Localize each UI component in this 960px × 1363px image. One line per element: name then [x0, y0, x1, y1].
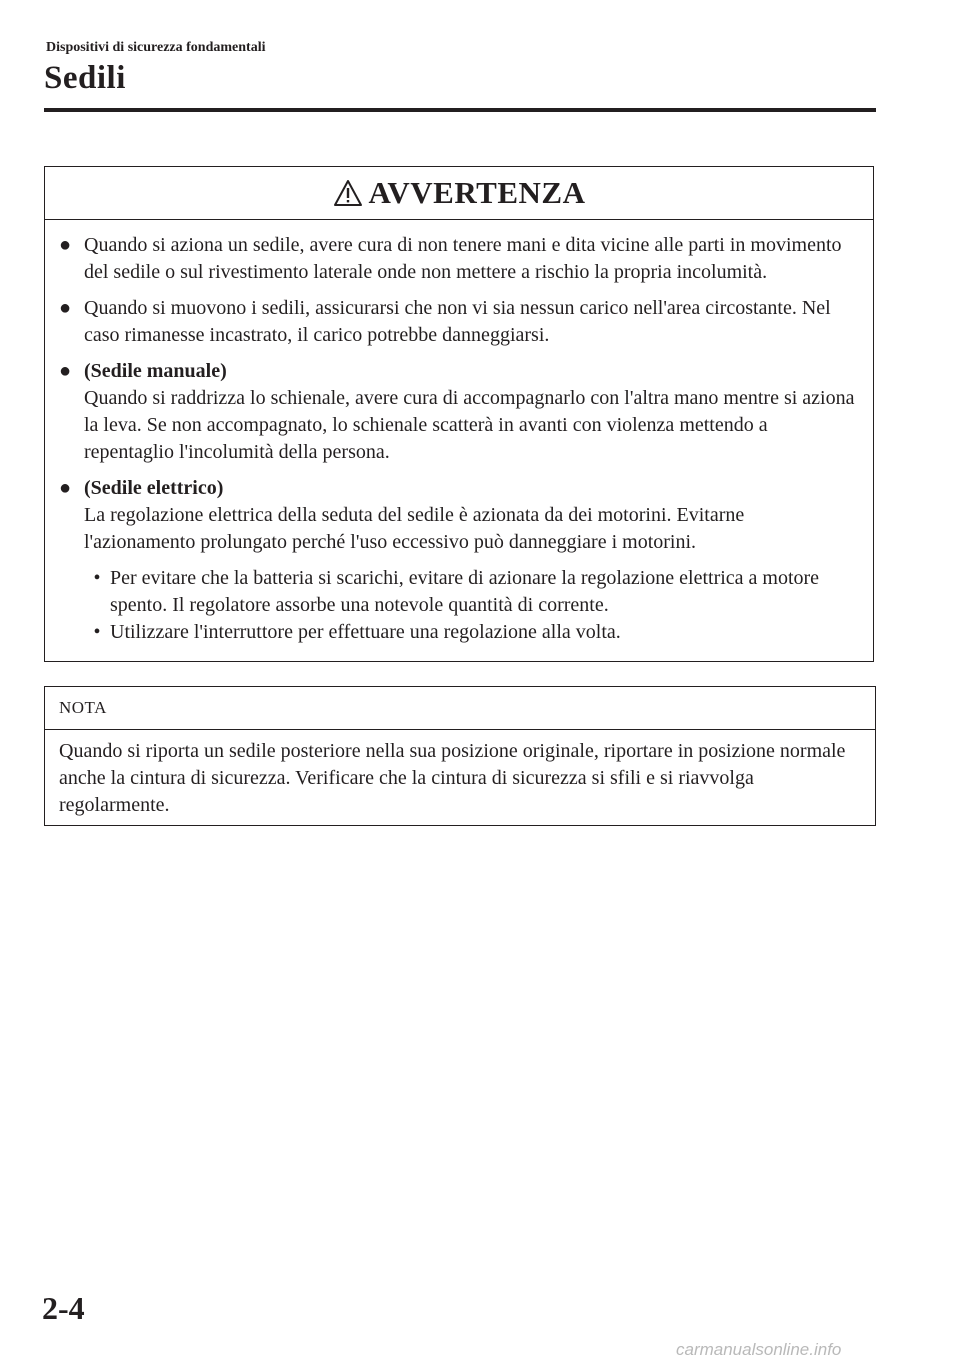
page-number: 2-4	[42, 1290, 85, 1326]
note-box	[44, 686, 876, 826]
warning-item-text: Quando si raddrizza lo schienale, avere cura di accompagnarlo con l'altra mano mentre si aziona la leva. Se non accompagnato, lo schienale scatterà in avanti con violenza mettendo a repentaglio l'incolumità della persona.	[84, 387, 855, 463]
warning-item-heading: (Sedile manuale)	[84, 360, 227, 382]
warning-subitem-text: Utilizzare l'interruttore per effettuare una regolazione alla volta.	[110, 621, 621, 643]
warning-subitem	[84, 565, 855, 619]
small-bullet-icon: •	[93, 567, 101, 589]
bullet-icon: ●	[59, 234, 72, 256]
warning-item	[59, 358, 855, 466]
warning-item-heading: (Sedile elettrico)	[84, 477, 224, 499]
warning-item-content	[84, 358, 855, 466]
watermark: carmanualsonline.info	[676, 1340, 842, 1359]
title-rule	[44, 108, 876, 112]
section-label: Dispositivi di sicurezza fondamentali	[46, 40, 266, 55]
note-header: NOTA	[45, 687, 875, 730]
warning-header	[45, 167, 873, 220]
warning-item-text: Quando si aziona un sedile, avere cura di non tenere mani e dita vicine alle parti in movimento del sedile o sul rivestimento laterale onde non mettere a rischio la propria incolumità.	[84, 234, 842, 283]
bullet-icon: ●	[59, 360, 72, 382]
warning-item-text: La regolazione elettrica della seduta del sedile è azionata da dei motorini. Evitarne l'azionamento prolungato perché l'uso eccessivo può danneggiare i motorini.	[84, 504, 745, 553]
warning-subitem-text: Per evitare che la batteria si scarichi, evitare di azionare la regolazione elettrica a motore spento. Il regolatore assorbe una notevole quantità di corrente.	[110, 567, 820, 616]
warning-item	[59, 232, 855, 286]
warning-subitem	[84, 619, 855, 646]
bullet-icon: ●	[59, 477, 72, 499]
warning-box	[44, 166, 874, 662]
warning-title: AVVERTENZA	[368, 175, 586, 210]
warning-item-content	[84, 475, 855, 556]
small-bullet-icon: •	[93, 621, 101, 643]
bullet-icon: ●	[59, 297, 72, 319]
page-title: Sedili	[44, 60, 126, 96]
warning-item	[59, 295, 855, 349]
warning-subitems	[59, 565, 855, 646]
warning-item	[59, 475, 855, 556]
warning-item-text: Quando si muovono i sedili, assicurarsi che non vi sia nessun carico nell'area circostante. Nel caso rimanesse incastrato, il carico potrebbe danneggiarsi.	[84, 297, 831, 346]
warning-triangle-icon	[333, 179, 363, 207]
warning-body	[45, 220, 873, 646]
note-body: Quando si riporta un sedile posteriore nella sua posizione originale, riportare in posizione normale anche la cintura di sicurezza. Verificare che la cintura di sicurezza si sfili e si riavvolga regolarmente.	[59, 740, 846, 816]
